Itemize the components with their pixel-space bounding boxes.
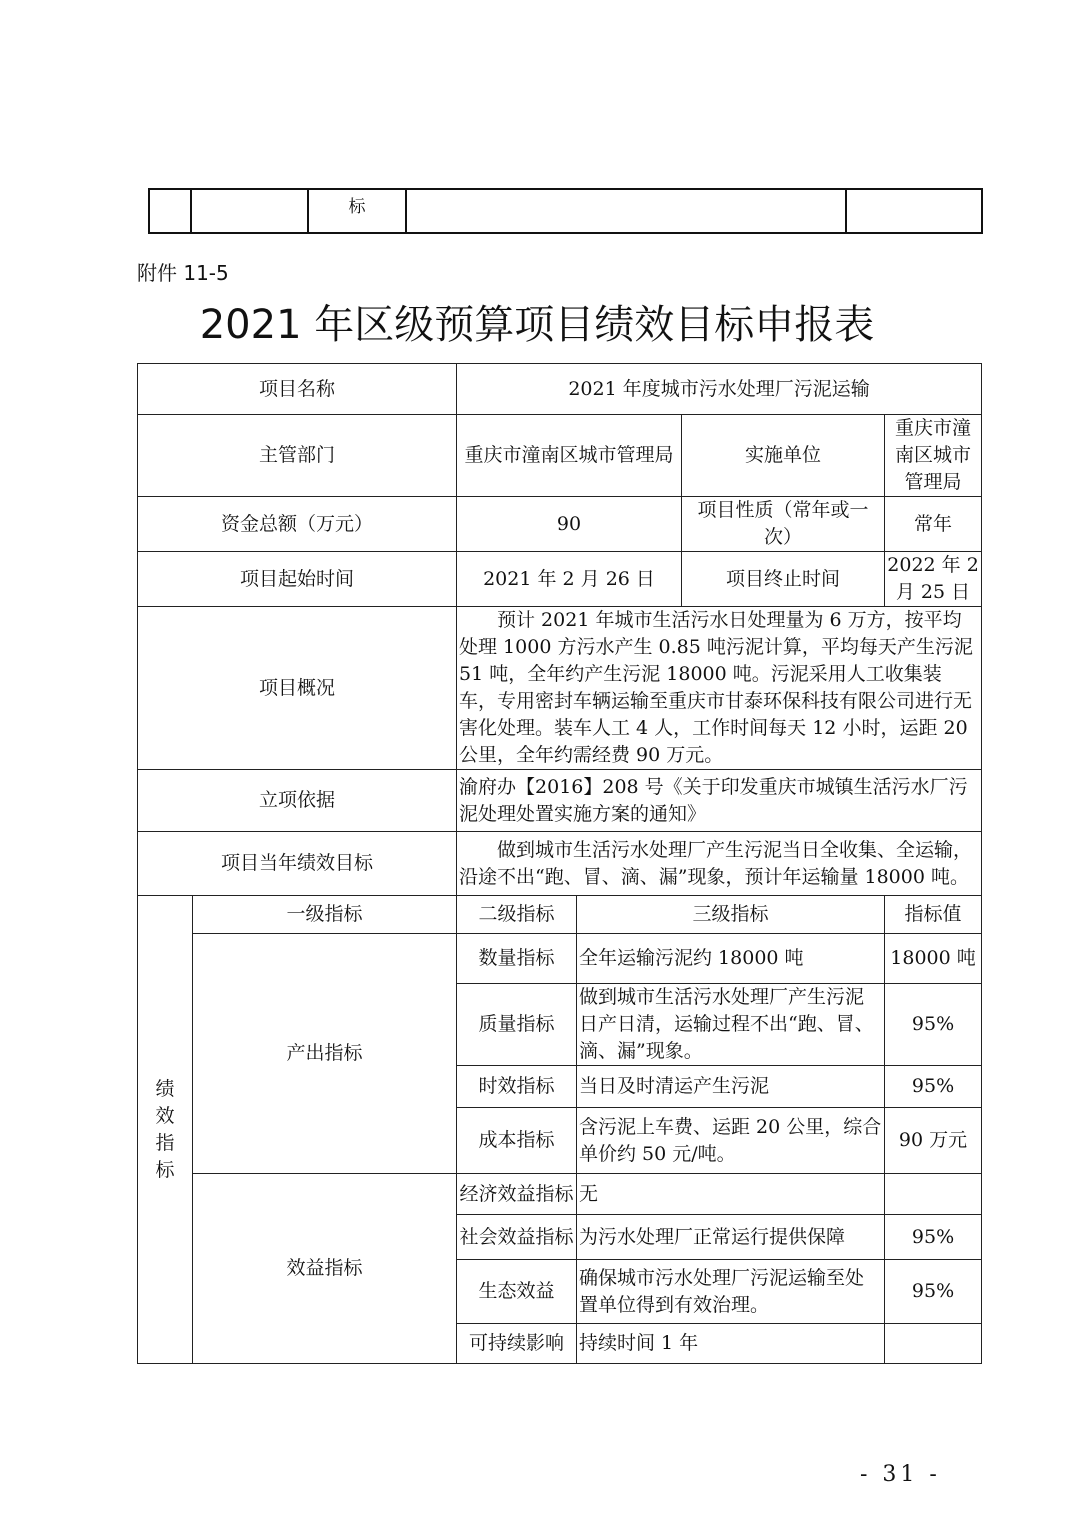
value-cell	[885, 1324, 982, 1364]
level3-cell: 含污泥上车费、运距 20 公里，综合单价约 50 元/吨。	[577, 1108, 885, 1174]
value-cell: 18000 吨	[885, 934, 982, 984]
impl-value: 重庆市潼南区城市管理局	[885, 415, 982, 497]
level2-cell: 成本指标	[457, 1108, 577, 1174]
nature-label: 项目性质（常年或一次）	[682, 497, 885, 552]
end-value: 2022 年 2 月 25 日	[885, 552, 982, 607]
page-number: - 31 -	[860, 1462, 941, 1487]
overview-text: 预计 2021 年城市生活污水日处理量为 6 万方，按平均处理 1000 方污水产生 0.85 吨污泥计算，平均每天产生污泥 51 吨，全年约产生污泥 18000 吨。污泥采用人工收集装车，专用密封车辆运输至重庆市甘泰环保科技有限公司进行无害化处理。装车人工 4 人，工作时间每天 12 小时，运距 20 公里，全年约需经费 90 万元。	[457, 607, 982, 770]
level3-cell: 当日及时清运产生污泥	[577, 1066, 885, 1108]
goal-label: 项目当年绩效目标	[138, 832, 457, 896]
level3-cell: 确保城市污水处理厂污泥运输至处置单位得到有效治理。	[577, 1260, 885, 1324]
value-cell: 95%	[885, 1215, 982, 1260]
level3-cell: 无	[577, 1174, 885, 1215]
level3-cell: 为污水处理厂正常运行提供保障	[577, 1215, 885, 1260]
header-value: 指标值	[885, 896, 982, 934]
value-cell	[885, 1174, 982, 1215]
goal-text: 做到城市生活污水处理厂产生污泥当日全收集、全运输，沿途不出“跑、冒、滴、漏”现象，预计年运输量 18000 吨。	[457, 832, 982, 896]
page-title: 2021 年区级预算项目绩效目标申报表	[199, 302, 875, 348]
fragment-cell	[149, 189, 191, 233]
fragment-cell	[406, 189, 846, 233]
fragment-cell	[191, 189, 308, 233]
indicator-section-label	[138, 896, 193, 1364]
project-name-label: 项目名称	[138, 364, 457, 415]
basis-label: 立项依据	[138, 770, 457, 832]
level3-cell: 做到城市生活污水处理厂产生污泥日产日清，运输过程不出“跑、冒、滴、漏”现象。	[577, 984, 885, 1066]
fragment-cell	[846, 189, 982, 233]
level2-cell: 生态效益	[457, 1260, 577, 1324]
dept-label: 主管部门	[138, 415, 457, 497]
level2-cell: 经济效益指标	[457, 1174, 577, 1215]
level2-cell: 数量指标	[457, 934, 577, 984]
level2-cell: 社会效益指标	[457, 1215, 577, 1260]
start-value: 2021 年 2 月 26 日	[457, 552, 682, 607]
header-level1: 一级指标	[193, 896, 457, 934]
level2-cell: 质量指标	[457, 984, 577, 1066]
header-level2: 二级指标	[457, 896, 577, 934]
performance-target-table	[137, 363, 982, 1364]
end-label: 项目终止时间	[682, 552, 885, 607]
level3-cell: 持续时间 1 年	[577, 1324, 885, 1364]
nature-value: 常年	[885, 497, 982, 552]
benefit-indicator-label: 效益指标	[193, 1174, 457, 1364]
basis-text: 渝府办【2016】208 号《关于印发重庆市城镇生活污水厂污泥处理处置实施方案的通知》	[457, 770, 982, 832]
overview-label: 项目概况	[138, 607, 457, 770]
output-indicator-label: 产出指标	[193, 934, 457, 1174]
level2-cell: 时效指标	[457, 1066, 577, 1108]
start-label: 项目起始时间	[138, 552, 457, 607]
indicator-section-text: 绩 效 指 标	[155, 1077, 175, 1181]
dept-value: 重庆市潼南区城市管理局	[457, 415, 682, 497]
attachment-label: 附件 11-5	[137, 261, 229, 285]
level3-cell: 全年运输污泥约 18000 吨	[577, 934, 885, 984]
header-level3: 三级指标	[577, 896, 885, 934]
impl-label: 实施单位	[682, 415, 885, 497]
value-cell: 95%	[885, 984, 982, 1066]
project-name-value: 2021 年度城市污水处理厂污泥运输	[457, 364, 982, 415]
previous-table-fragment	[148, 188, 983, 234]
fragment-cell-label: 标	[308, 189, 406, 233]
value-cell: 95%	[885, 1066, 982, 1108]
level2-cell: 可持续影响	[457, 1324, 577, 1364]
funds-value: 90	[457, 497, 682, 552]
value-cell: 90 万元	[885, 1108, 982, 1174]
funds-label: 资金总额（万元）	[138, 497, 457, 552]
value-cell: 95%	[885, 1260, 982, 1324]
